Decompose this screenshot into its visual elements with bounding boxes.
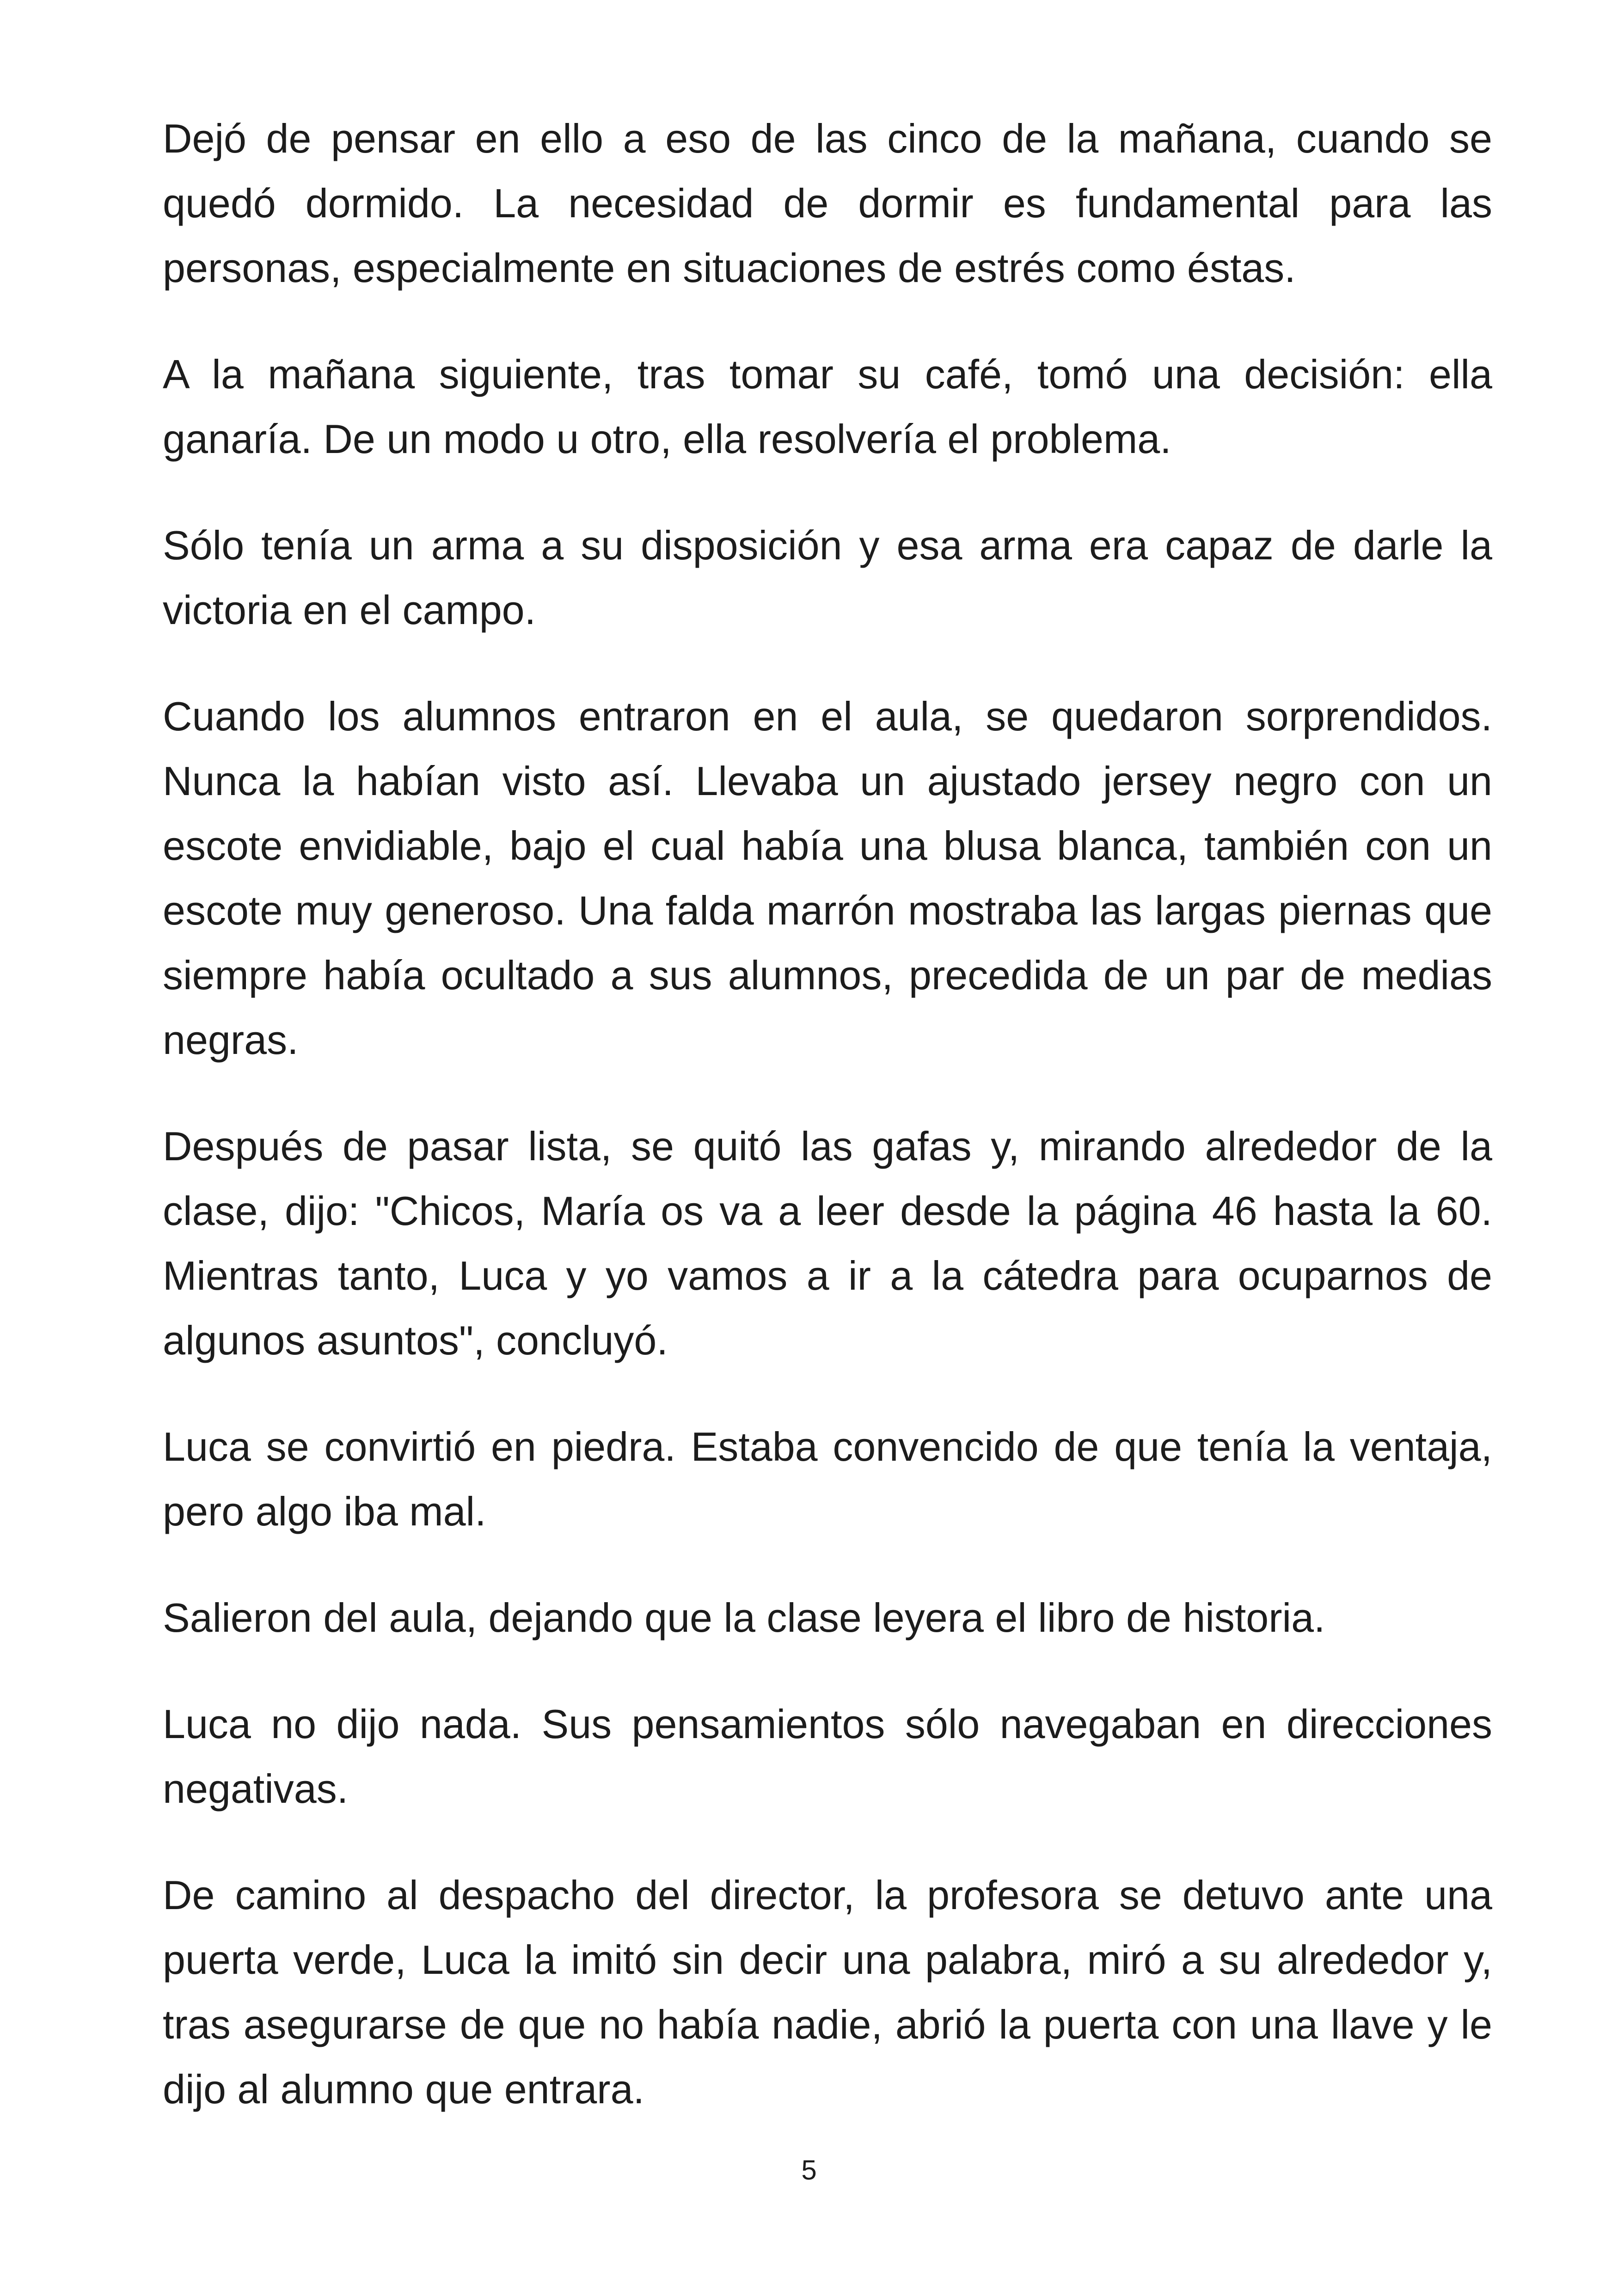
- paragraph-4: Cuando los alumnos entraron en el aula, se quedaron sorprendidos. Nunca la habían visto así. Llevaba un ajustado jersey negro con un escote envidiable, bajo el cual había una blusa blanca, también con un escote muy generoso. Una falda marrón mostraba las largas piernas que siempre había ocultado a sus alumnos, precedida de un par de medias negras.: [163, 693, 1492, 1063]
- paragraph-1: Dejó de pensar en ello a eso de las cinco de la mañana, cuando se quedó dormido. La necesidad de dormir es fundamental para las personas, especialmente en situaciones de estrés como éstas.: [163, 116, 1492, 291]
- paragraph-6: Luca se convirtió en piedra. Estaba convencido de que tenía la ventaja, pero algo iba mal.: [163, 1424, 1492, 1534]
- paragraph-5: Después de pasar lista, se quitó las gafas y, mirando alrededor de la clase, dijo: "Chicos, María os va a leer desde la página 46 hasta la 60. Mientras tanto, Luca y yo vamos a ir a la cátedra para ocuparnos de algunos asuntos", concluyó.: [163, 1123, 1492, 1363]
- page-number: 5: [801, 2155, 817, 2186]
- paragraph-8: Luca no dijo nada. Sus pensamientos sólo navegaban en direcciones negativas.: [163, 1701, 1492, 1812]
- paragraph-3: Sólo tenía un arma a su disposición y esa arma era capaz de darle la victoria en el campo.: [163, 522, 1492, 633]
- paragraph-2: A la mañana siguiente, tras tomar su café, tomó una decisión: ella ganaría. De un modo u otro, ella resolvería el problema.: [163, 351, 1492, 462]
- paragraph-7: Salieron del aula, dejando que la clase leyera el libro de historia.: [163, 1595, 1325, 1641]
- body-text: [163, 106, 1492, 2163]
- paragraph-9: De camino al despacho del director, la profesora se detuvo ante una puerta verde, Luca la imitó sin decir una palabra, miró a su alrededor y, tras asegurarse de que no había nadie, abrió la puerta con una llave y le dijo al alumno que entrara.: [163, 1872, 1492, 2112]
